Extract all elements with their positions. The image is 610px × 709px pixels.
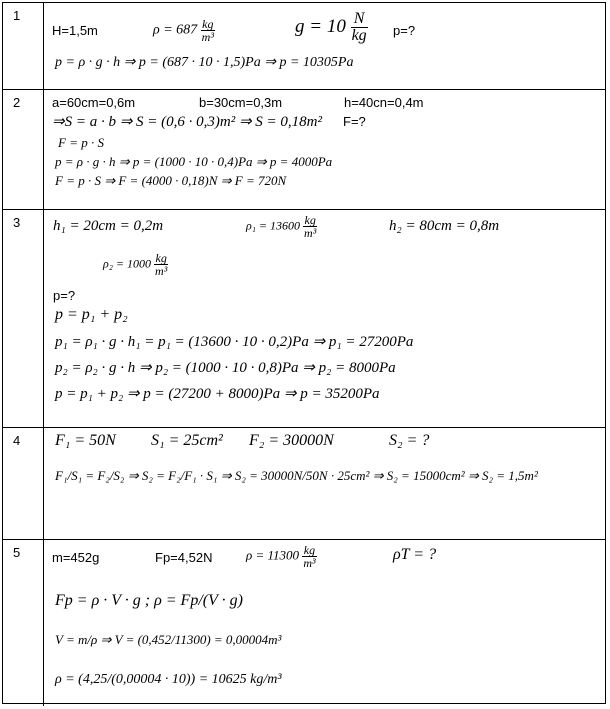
row-number-cell	[3, 428, 44, 540]
gravity-unit	[351, 11, 368, 44]
given-h1: h₁ = 20cm = 0,2m	[53, 218, 164, 234]
row-number: 2	[13, 95, 21, 110]
rho1-unit	[303, 214, 317, 239]
unknown-S2: S₂ = ?	[389, 432, 430, 449]
unit-numerator: kg	[155, 251, 167, 265]
gravity-label: g = 10	[295, 15, 346, 37]
density-label: ρ = 11300	[246, 547, 300, 563]
unit-numerator: N	[353, 10, 365, 27]
given-h: h=40cn=0,4m	[344, 95, 424, 110]
given-density	[153, 18, 215, 43]
table-row	[3, 427, 605, 540]
given-density	[246, 544, 317, 569]
equation-line: p = ρ · g · h ⇒ p = (687 · 10 · 1,5)Pa ⇒ p = 10305Pa	[55, 55, 354, 70]
row-number-cell	[3, 540, 44, 706]
given-b: b=30cm=0,3m	[199, 95, 283, 110]
rho2-unit	[154, 252, 168, 277]
given-rho1	[246, 214, 317, 239]
table-row	[3, 209, 605, 428]
volume-equation: V = m/ρ ⇒ V = (0,452/11300) = 0,00004m³	[55, 632, 282, 647]
area-equation: ⇒S = a · b ⇒ S = (0,6 · 0,3)m² ⇒ S = 0,18m²	[52, 114, 322, 130]
unknown-p: p=?	[53, 288, 76, 303]
row-number: 5	[13, 545, 21, 560]
given-mass: m=452g	[52, 550, 100, 565]
unknown-rhoT: ρT = ?	[393, 546, 437, 563]
table-row	[3, 89, 605, 210]
unit-numerator: kg	[303, 543, 316, 557]
density-unit	[302, 544, 316, 569]
given-F2: F₂ = 30000N	[249, 432, 334, 449]
rho1-label: ρ₁ = 13600	[246, 218, 301, 233]
rho2-label: ρ₂ = 1000	[103, 256, 152, 271]
sum-equation: p = p₁ + p₂ ⇒ p = (27200 + 8000)Pa ⇒ p = 35200Pa	[55, 386, 380, 402]
force-formula: F = p · S	[58, 135, 104, 150]
total-pressure-formula: p = p₁ + p₂	[55, 306, 128, 323]
unit-denominator: m³	[304, 226, 317, 240]
given-S1: S₁ = 25cm²	[151, 432, 223, 449]
row-number: 1	[13, 8, 21, 23]
given-rho2	[103, 252, 168, 277]
unit-denominator: m³	[201, 30, 214, 44]
unknown-p: p=?	[393, 23, 416, 38]
hydraulic-equation: F₁/S₁ = F₂/S₂ ⇒ S₂ = F₂/F₁ · S₁ ⇒ S₂ = 30000N/50N · 25cm² ⇒ S₂ = 15000cm² ⇒ S₂ = 1,5m²	[55, 468, 538, 483]
table-row	[3, 3, 605, 89]
given-F1: F₁ = 50N	[55, 432, 116, 449]
solutions-table	[2, 2, 606, 704]
table-row	[3, 539, 605, 706]
row-number-cell	[3, 90, 44, 210]
pressure-equation: p = ρ · g · h ⇒ p = (1000 · 10 · 0,4)Pa ⇒ p = 4000Pa	[55, 154, 333, 169]
unit-denominator: m³	[303, 556, 316, 570]
given-a: a=60cm=0,6m	[52, 95, 136, 110]
unit-denominator: kg	[351, 27, 367, 44]
unit-denominator: m³	[155, 264, 168, 278]
force-equation: F = p · S ⇒ F = (4000 · 0,18)N ⇒ F = 720N	[55, 173, 287, 188]
density-result: ρ = (4,25/(0,00004 · 10)) = 10625 kg/m³	[55, 672, 282, 687]
buoyancy-formula: Fp = ρ · V · g ; ρ = Fp/(V · g)	[55, 592, 243, 609]
given-Fp: Fp=4,52N	[155, 550, 213, 565]
given-height: H=1,5m	[52, 23, 98, 38]
row-number: 3	[13, 215, 21, 230]
row-number-cell	[3, 210, 44, 428]
given-gravity	[295, 11, 368, 44]
p2-equation: p₂ = ρ₂ · g · h ⇒ p₂ = (1000 · 10 · 0,8)Pa ⇒ p₂ = 8000Pa	[55, 360, 396, 376]
unit-numerator: kg	[304, 213, 316, 227]
given-h2: h₂ = 80cm = 0,8m	[389, 218, 500, 234]
unit-numerator: kg	[202, 17, 214, 31]
unknown-F: F=?	[343, 114, 366, 129]
row-number: 4	[13, 433, 21, 448]
row-number-cell	[3, 3, 44, 89]
density-label: ρ = 687	[153, 22, 198, 38]
p1-equation: p₁ = ρ₁ · g · h₁ = p₁ = (13600 · 10 · 0,2)Pa ⇒ p₁ = 27200Pa	[55, 334, 414, 350]
density-unit	[201, 18, 215, 43]
